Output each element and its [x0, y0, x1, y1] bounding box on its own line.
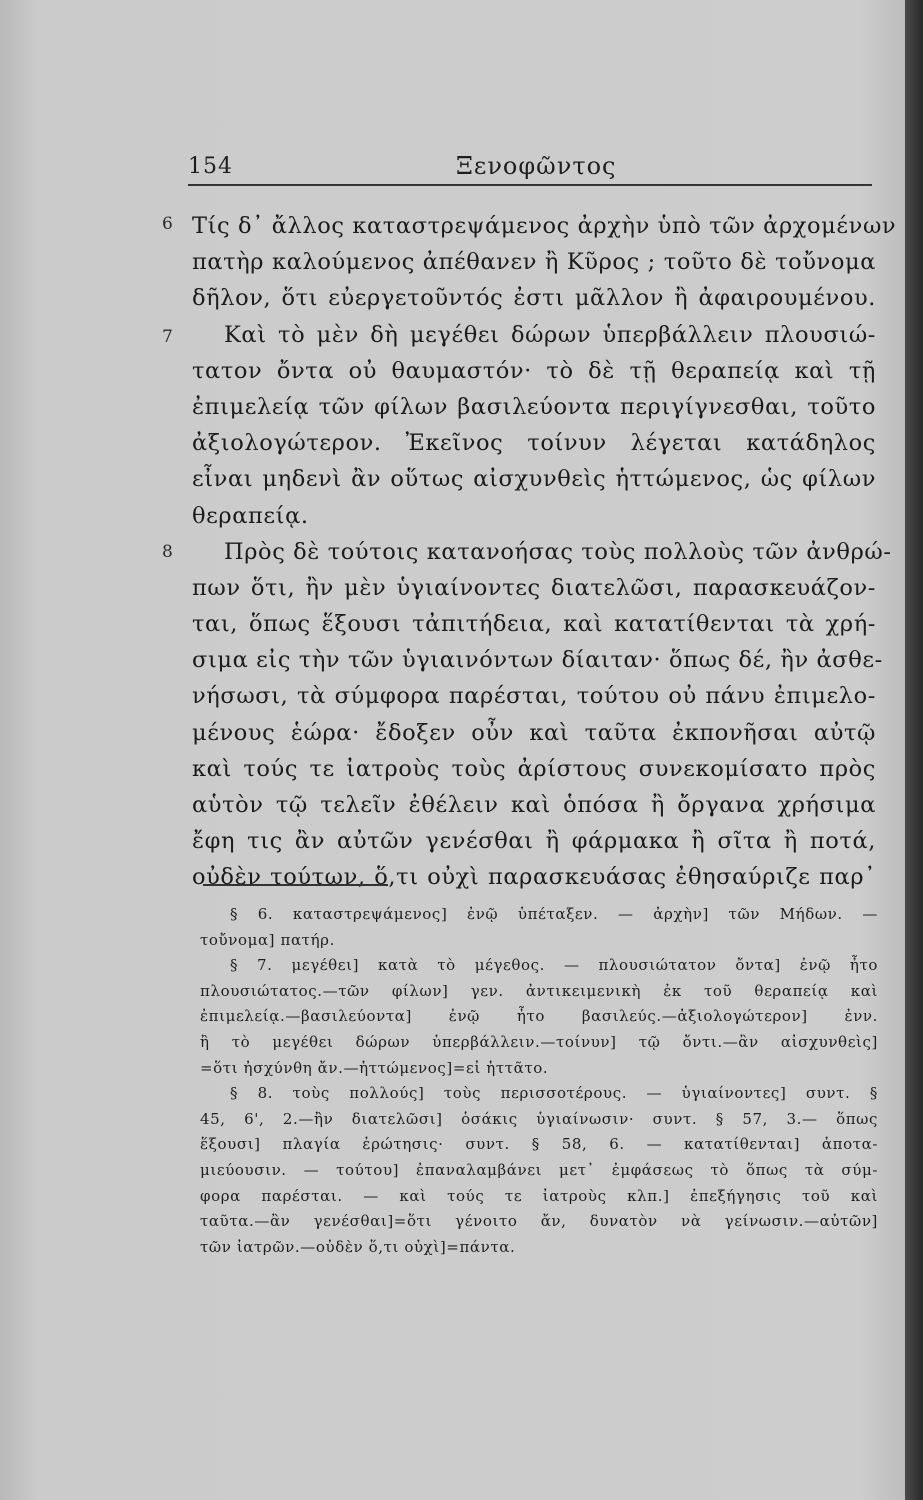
section-number: 6 [162, 214, 174, 234]
footnote-line: ἕξουσι] πλαγία ἐρώτησις· συντ. § 58, 6. — κατατίθενται] ἀποτα- [200, 1135, 878, 1154]
footnote-line: 45, 6', 2.—ἢν διατελῶσι] ὁσάκις ὑγιαίνωσιν· συντ. § 57, 3.— ὅπως [200, 1109, 878, 1128]
footnote-line: ταῦτα.—ἂν γενέσθαι]=ὅτι γένοιτο ἄν, δυνατὸν νὰ γείνωσιν.—αὐτῶν] [200, 1212, 878, 1231]
footnote-section-7 [200, 953, 878, 1081]
footnote-separator [203, 884, 388, 886]
text-line: πων ὅτι, ἢν μὲν ὑγιαίνοντες διατελῶσι, παρασκευάζον- [192, 574, 876, 601]
footnote-section-8 [200, 1081, 878, 1260]
text-line: νήσωσι, τὰ σύμφορα παρέσται, τούτου οὐ πάνυ ἐπιμελο- [192, 683, 876, 710]
text-line: ἀξιολογώτερον. Ἐκεῖνος τοίνυν λέγεται κατάδηλος [192, 430, 876, 457]
text-line: καὶ τούς τε ἰατροὺς τοὺς ἀρίστους συνεκομίσατο πρὸς [192, 755, 876, 782]
text-line: αὑτὸν τῷ τελεῖν ἐθέλειν καὶ ὁπόσα ἢ ὄργανα χρήσιμα [192, 792, 876, 818]
footnote-line: ἢ τὸ μεγέθει δώρων ὑπερβάλλειν.—τοίνυν] τῷ ὄντι.—ἂν αἰσχυνθεὶς] [200, 1032, 878, 1051]
footnote-line: § 6. καταστρεψάμενος] ἐνῷ ὑπέταξεν. — ἀρχὴν] τῶν Μήδων. — [230, 905, 878, 923]
text-line: ται, ὅπως ἕξουσι τἀπιτήδεια, καὶ κατατίθενται τὰ χρή- [192, 611, 876, 638]
footnote-line: § 8. τοὺς πολλούς] τοὺς περισσοτέρους. — ὑγιαίνοντες] συντ. § [230, 1084, 878, 1103]
text-line: θεραπείᾳ. [192, 502, 309, 529]
section-number: 7 [162, 326, 174, 347]
page-header [188, 150, 872, 186]
text-line: ἔφη τις ἂν αὐτῶν γενέσθαι ἢ φάρμακα ἢ σῖτα ἢ ποτά, [192, 828, 876, 855]
text-line: σιμα εἰς τὴν τῶν ὑγιαινόντων δίαιταν· ὅπως δέ, ἢν ἀσθε- [192, 647, 883, 674]
text-line: τατον ὄντα οὐ θαυμαστόν· τὸ δὲ τῇ θεραπείᾳ καὶ τῇ [192, 357, 876, 384]
footnote-line: § 7. μεγέθει] κατὰ τὸ μέγεθος. — πλουσιώτατον ὄντα] ἐνῷ ἦτο [230, 956, 878, 975]
text-line: ἐπιμελείᾳ τῶν φίλων βασιλεύοντα περιγίγνεσθαι, τοῦτο [192, 393, 876, 420]
text-line: πατὴρ καλούμενος ἀπέθανεν ἢ Κῦρος ; τοῦτο δὲ τοὔνομα [192, 249, 876, 276]
footnotes [200, 902, 878, 1260]
footnote-line: πλουσιώτατος.—τῶν φίλων] γεν. ἀντικειμενικὴ ἐκ τοῦ θεραπείᾳ καὶ [200, 981, 878, 1000]
footnote-line: φορα παρέσται. — καὶ τούς τε ἰατροὺς κλπ.] ἐπεξήγησις τοῦ καὶ [200, 1186, 878, 1205]
text-line: εἶναι μηδενὶ ἂν οὕτως αἰσχυνθεὶς ἡττώμενος, ὡς φίλων [192, 466, 876, 493]
footnote-line: ἐπιμελείᾳ.—βασιλεύοντα] ἐνῷ ἦτο βασιλεύς.—ἀξιολογώτερον] ἐνν. [200, 1007, 878, 1026]
section-number: 8 [162, 541, 174, 562]
text-line: δῆλον, ὅτι εὐεργετοῦντός ἐστι μᾶλλον ἢ ἀφαιρουμένου. [192, 285, 876, 312]
footnote-line: μιεύουσιν. — τούτου] ἐπαναλαμβάνει μετ᾿ ἐμφάσεως τὸ ὅπως τὰ σύμ- [200, 1160, 878, 1179]
text-line: οὐδὲν τούτων, ὅ,τι οὐχὶ παρασκευάσας ἐθησαύριζε παρ᾿ [192, 864, 876, 891]
text-line: Καὶ τὸ μὲν δὴ μεγέθει δώρων ὑπερβάλλειν πλουσιώ- [224, 321, 876, 348]
page-binding-edge [905, 0, 923, 1500]
footnote-line: =ὅτι ἠσχύνθη ἄν.—ἡττώμενος]=εἰ ἡττᾶτο. [200, 1058, 549, 1077]
running-title: Ξενοφῶντος [456, 152, 617, 180]
text-line: Πρὸς δὲ τούτοις κατανοήσας τοὺς πολλοὺς τῶν ἀνθρώ- [224, 538, 892, 565]
footnote-section-6 [200, 902, 878, 953]
paragraph-section-7 [162, 317, 876, 534]
main-text [162, 208, 897, 896]
text-line: Τίς δ᾿ ἄλλος καταστρεψάμενος ἀρχὴν ὑπὸ τῶν ἀρχομένων [192, 213, 897, 239]
paragraph-section-6 [162, 208, 897, 317]
footnote-line: τοὔνομα] πατήρ. [200, 930, 335, 949]
page-number: 154 [188, 154, 233, 179]
footnote-line: τῶν ἰατρῶν.—οὐδὲν ὅ,τι οὐχὶ]=πάντα. [200, 1237, 516, 1256]
paragraph-section-8 [162, 534, 892, 896]
text-line: μένους ἑώρα· ἔδοξεν οὖν καὶ ταῦτα ἐκπονῆσαι αὐτῷ [192, 719, 876, 746]
